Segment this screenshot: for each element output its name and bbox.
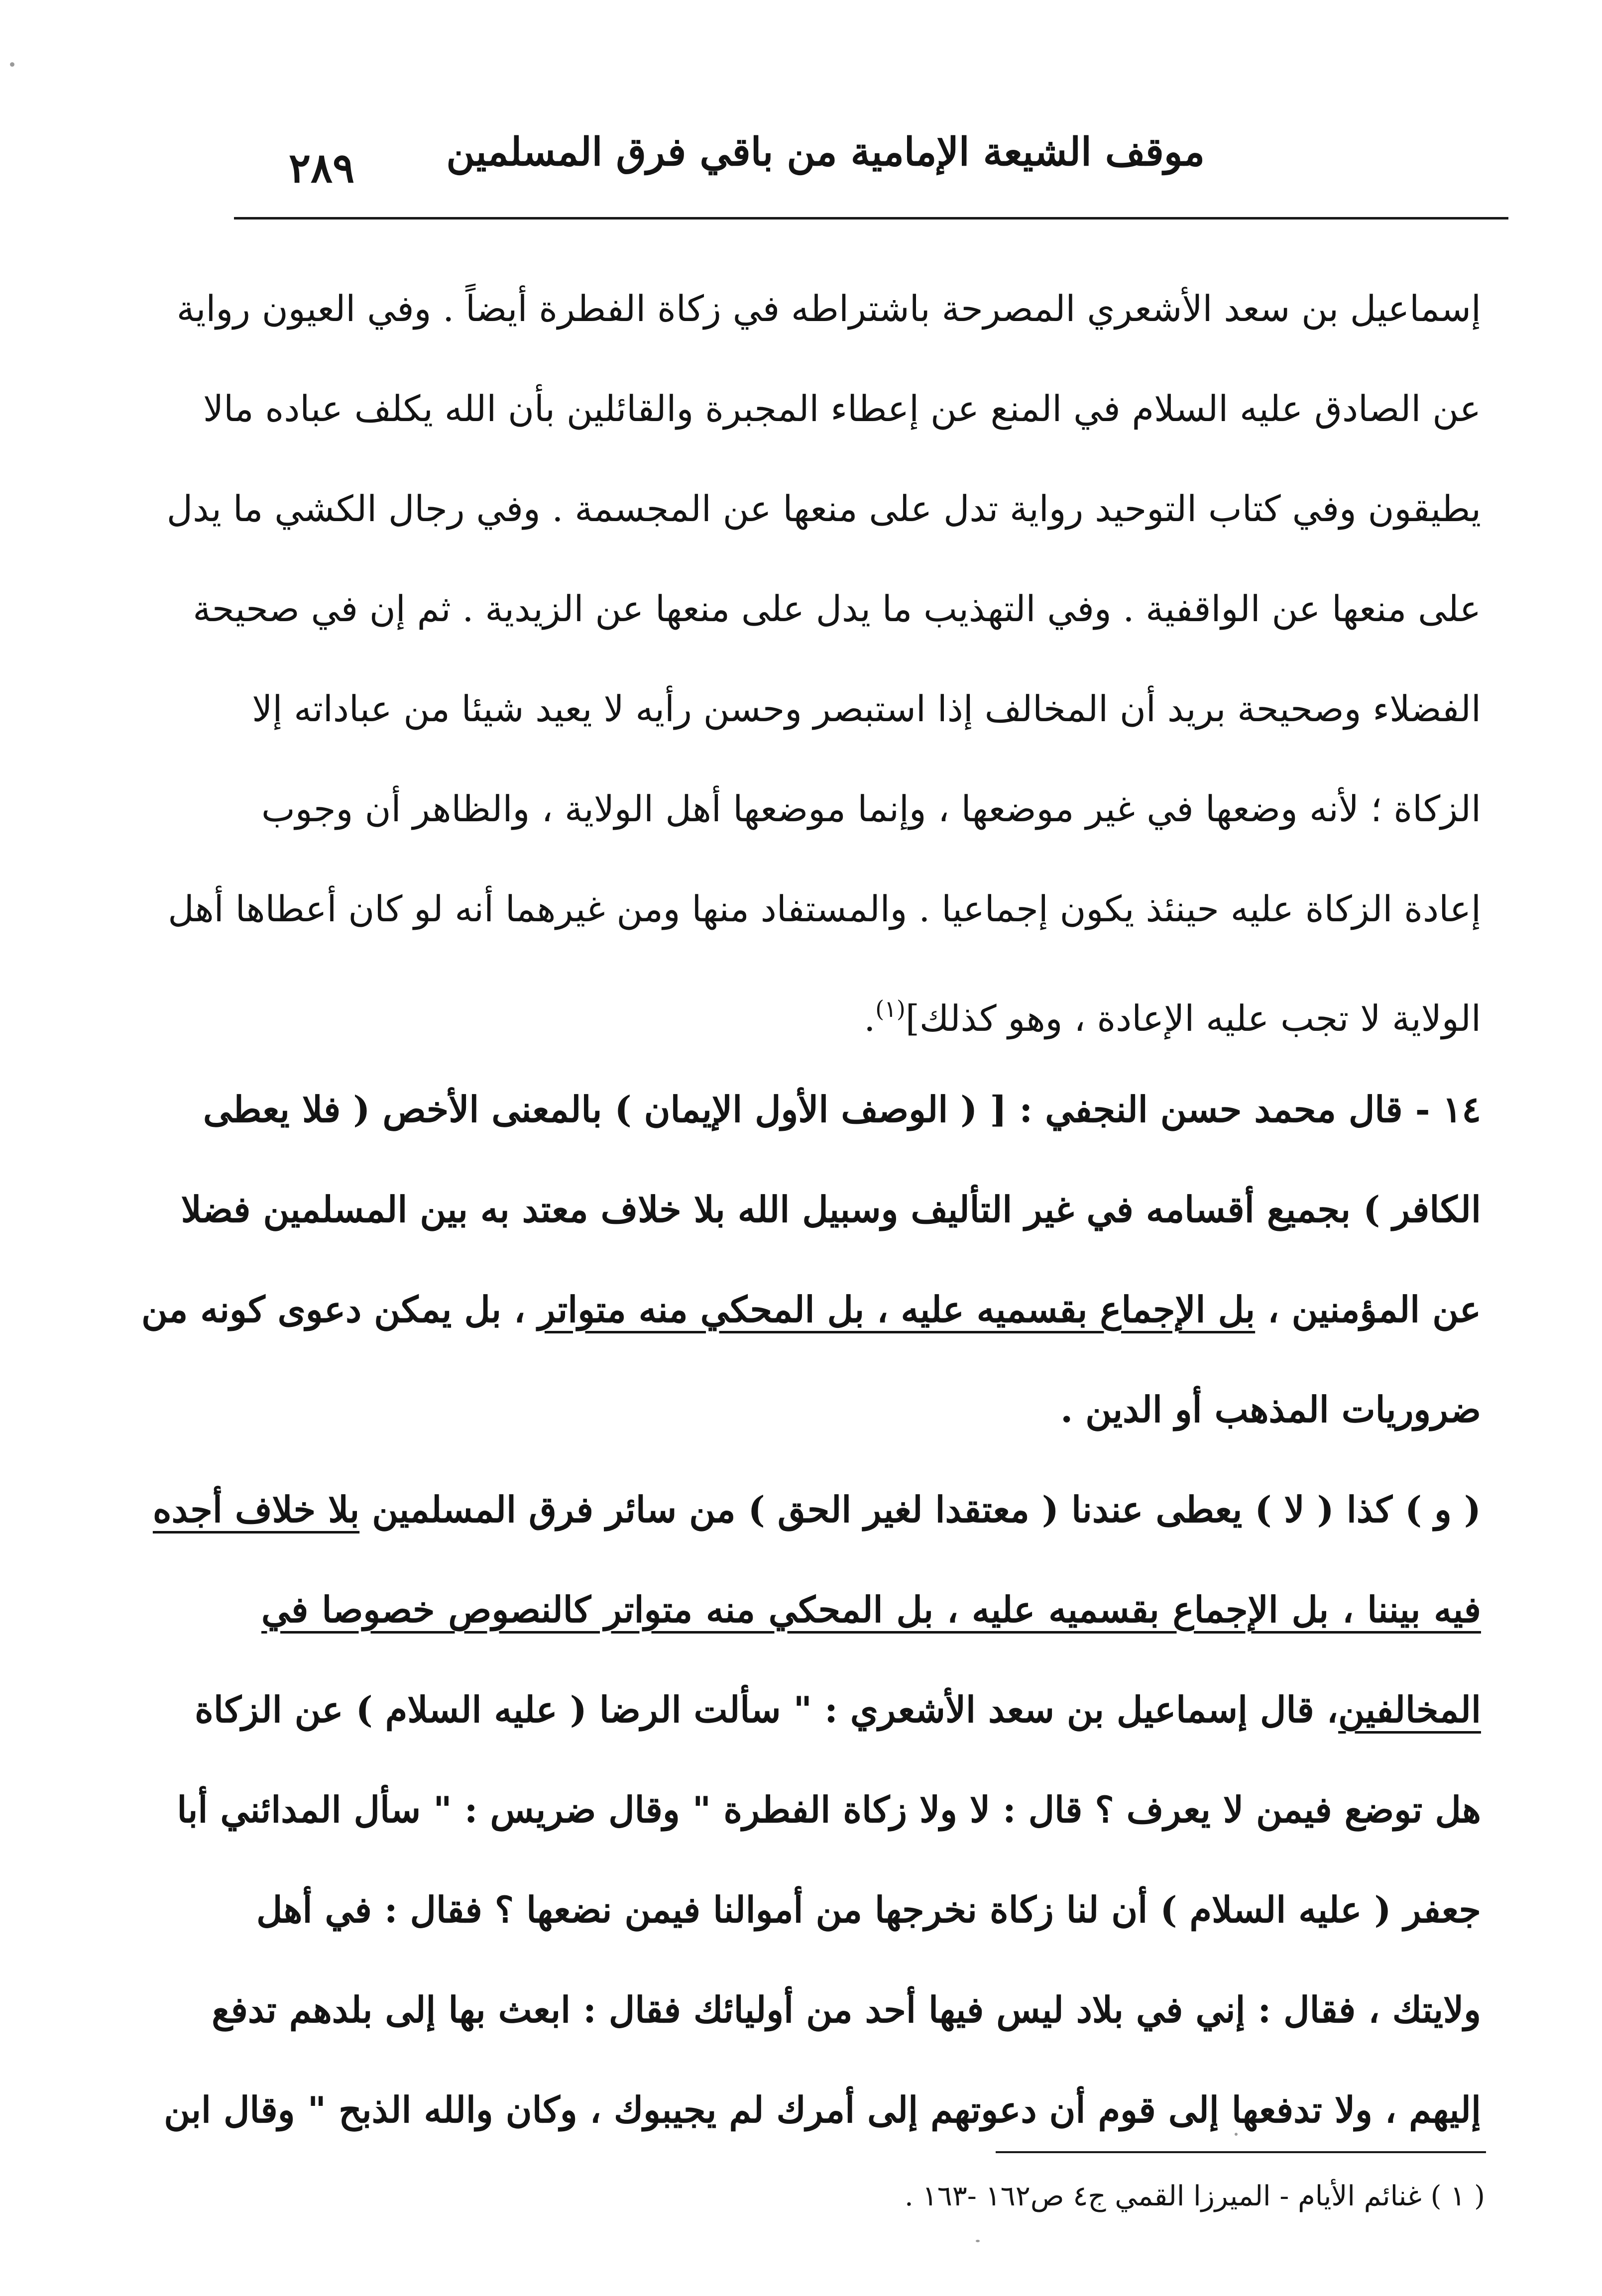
footnote: ( ١ ) غنائم الأيام - الميرزا القمي ج٤ ص١٦٢ -١٦٣ . [905,2180,1485,2212]
text-line [261,959,1481,1059]
scan-speck [976,2240,980,2242]
page-body [141,259,1481,2160]
text-line: عن الصادق عليه السلام في المنع عن إعطاء المجبرة والقائلين بأن الله يكلف عباده مالا [203,388,1481,430]
text-line: الزكاة ؛ لأنه وضعها في غير موضعها ، وإنما موضعها أهل الولاية ، والظاهر أن وجوب [261,788,1481,830]
text-span: ، قال إسماعيل بن سعد الأشعري : " سألت الرضا ( عليه السلام ) عن الزكاة [195,1688,1339,1731]
header-rule [234,217,1508,219]
scan-speck [10,62,14,67]
text-line: جعفر ( عليه السلام ) أن لنا زكاة نخرجها من أموالنا فيمن نضعها ؟ فقال : في أهل [256,1888,1481,1931]
text-line: الكافر ) بجميع أقسامه في غير التأليف وسبيل الله بلا خلاف معتد به بين المسلمين فضلا [181,1188,1481,1230]
text-line [261,1559,1481,1659]
text-line: على منعها عن الواقفية . وفي التهذيب ما يدل على منعها عن الزيدية . ثم إن في صحيحة [193,588,1481,630]
page-header [234,124,1508,214]
running-title: موقف الشيعة الإمامية من باقي فرق المسلمين [446,129,1205,175]
text-line [141,1259,1481,1359]
text-line: ١٤ - قال محمد حسن النجفي : [ ( الوصف الأول الإيمان ) بالمعنى الأخص ( فلا يعطى [203,1088,1481,1130]
text-line [195,1659,1481,1759]
text-line: ضروريات المذهب أو الدين . [1060,1388,1481,1430]
underlined-text: المخالفين [1338,1688,1481,1731]
text-line: إليهم ، ولا تدفعها إلى قوم أن دعوتهم إلى أمرك لم يجيبوك ، وكان والله الذبح " وقال ابن [164,2088,1481,2131]
text-span: عن المؤمنين ، [1255,1288,1481,1330]
text-line: يطيقون وفي كتاب التوحيد رواية تدل على منعها عن المجسمة . وفي رجال الكشي ما يدل [166,488,1481,530]
text-line: إعادة الزكاة عليه حينئذ يكون إجماعيا . والمستفاد منها ومن غيرهما أنه لو كان أعطاها أهل [168,888,1481,930]
text-line: هل توضع فيمن لا يعرف ؟ قال : لا ولا زكاة الفطرة " وقال ضريس : " سأل المدائني أبا [177,1788,1481,1831]
text-line [152,1459,1481,1559]
text-line: إسماعيل بن سعد الأشعري المصرحة باشتراطه في زكاة الفطرة أيضاً . وفي العيون رواية [176,288,1481,329]
underlined-text: بل الإجماع بقسميه عليه ، بل المحكي منه متواتر [538,1288,1256,1330]
text-span: الولاية لا تجب عليه الإعادة ، وهو كذلك] [905,997,1481,1039]
footnote-rule [996,2151,1486,2153]
underlined-text: فيه بيننا ، بل الإجماع بقسميه عليه ، بل المحكي منه متواتر كالنصوص خصوصا في [261,1588,1481,1631]
page-number: ٢٨٩ [289,144,355,192]
scan-speck [1235,2133,1238,2136]
footnote-reference: (١) [875,995,906,1022]
text-span: . [864,997,876,1039]
text-span: ( و ) كذا ( لا ) يعطى عندنا ( معتقدا لغير الحق ) من سائر فرق المسلمين [359,1488,1481,1531]
underlined-text: بلا خلاف أجده [152,1488,360,1531]
text-span: ، بل يمكن دعوى كونه من [141,1288,538,1330]
text-line: الفضلاء وصحيحة بريد أن المخالف إذا استبصر وحسن رأيه لا يعيد شيئا من عباداته إلا [252,688,1481,730]
text-line: ولايتك ، فقال : إني في بلاد ليس فيها أحد من أوليائك فقال : ابعث بها إلى بلدهم تدفع [212,1988,1481,2031]
